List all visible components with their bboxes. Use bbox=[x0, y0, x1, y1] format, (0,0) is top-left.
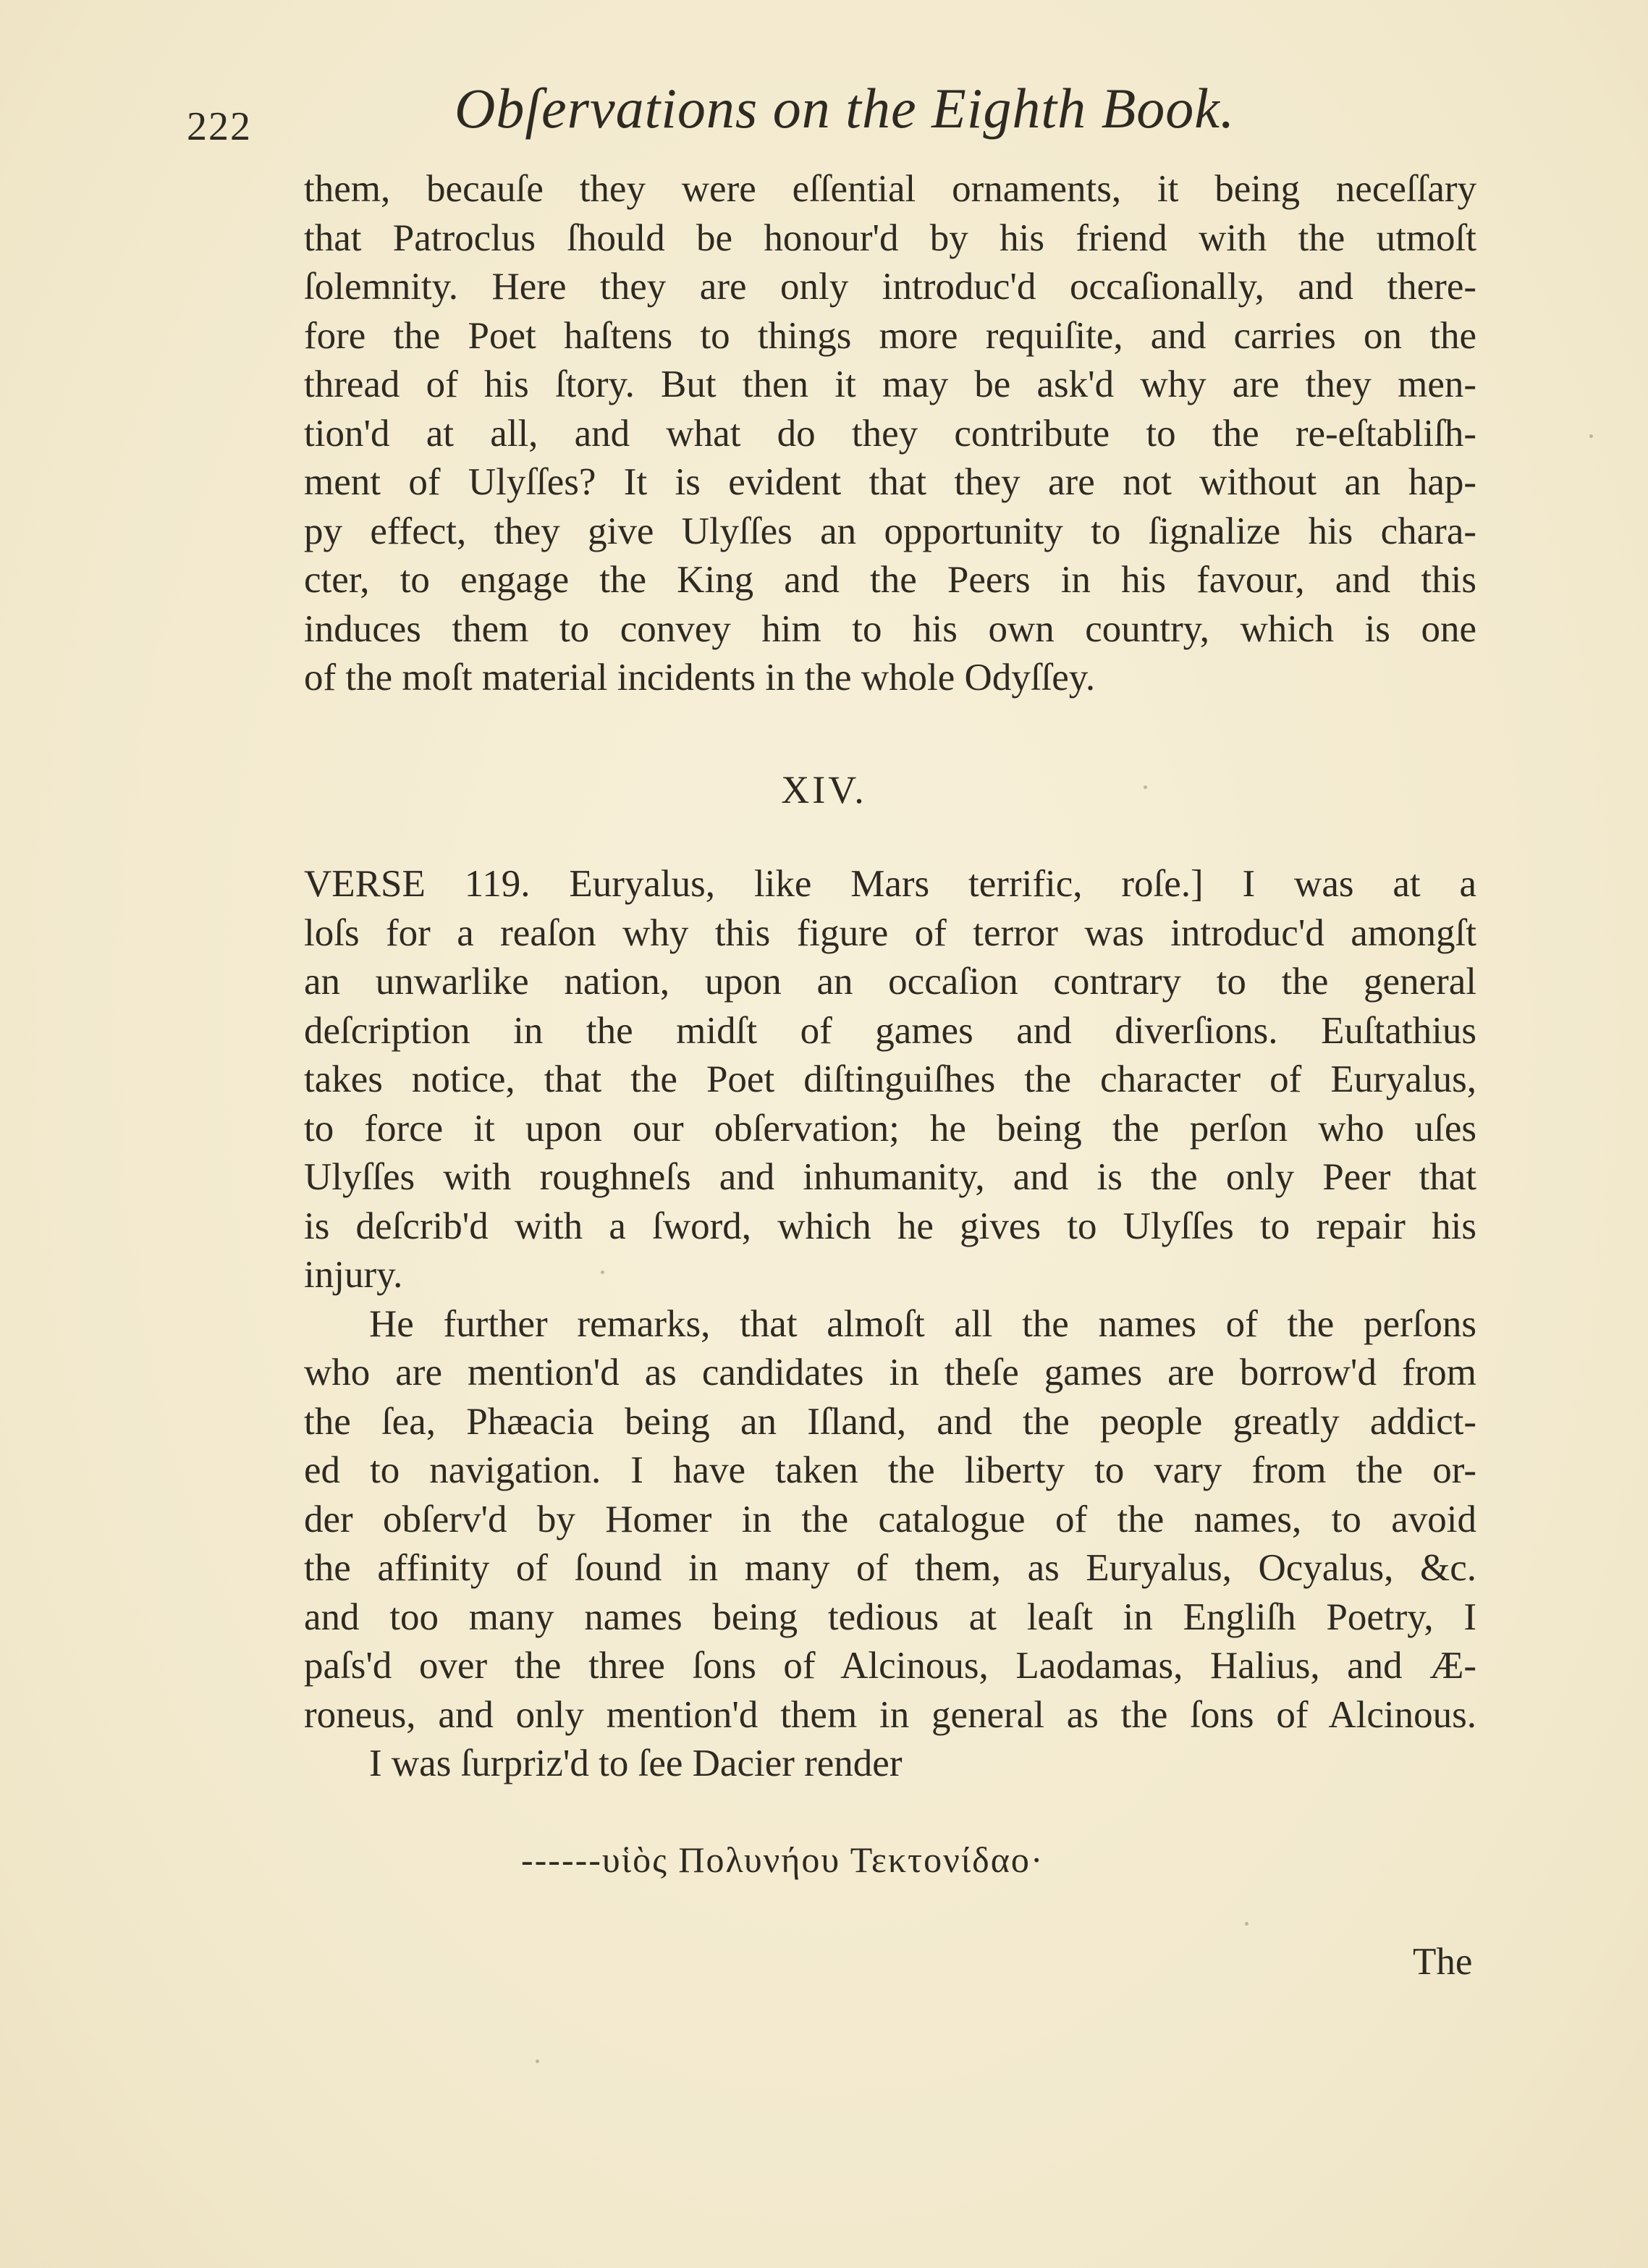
text-line: thread of his ſtory. But then it may be ask'd why are they men- bbox=[304, 363, 1476, 405]
text-line: VERSE 119. Euryalus, like Mars terrific, roſe.] I was at a bbox=[304, 863, 1476, 905]
text-line: that Patroclus ſhould be honour'd by his friend with the utmoſt bbox=[304, 216, 1476, 259]
text-line: the affinity of ſound in many of them, as Euryalus, Ocyalus, &c. bbox=[304, 1547, 1476, 1589]
text-line: them, becauſe they were eſſential ornaments, it being neceſſary bbox=[304, 168, 1476, 210]
text-line: loſs for a reaſon why this figure of terror was introduc'd amongſt bbox=[304, 911, 1476, 954]
note-body bbox=[304, 860, 1476, 1789]
text-line: is deſcrib'd with a ſword, which he gives to Ulyſſes to repair his bbox=[304, 1205, 1476, 1247]
text-line: the ſea, Phæacia being an Iſland, and the people greatly addict- bbox=[304, 1400, 1476, 1443]
text-line: deſcription in the midſt of games and diverſions. Euſtathius bbox=[304, 1009, 1476, 1052]
text-line: cter, to engage the King and the Peers in his favour, and this bbox=[304, 559, 1476, 601]
paper-speck bbox=[1589, 434, 1593, 438]
text-line: an unwarlike nation, upon an occaſion contrary to the general bbox=[304, 961, 1476, 1003]
paper-speck bbox=[1245, 1922, 1248, 1926]
page-number: 222 bbox=[187, 104, 252, 149]
text-line: of the moſt material incidents in the whole Odyſſey. bbox=[304, 657, 1096, 699]
text-line: induces them to convey him to his own country, which is one bbox=[304, 607, 1476, 650]
catchword: The bbox=[1413, 1941, 1473, 1983]
page-header bbox=[187, 69, 1475, 148]
text-line: Ulyſſes with roughneſs and inhumanity, and is the only Peer that bbox=[304, 1156, 1476, 1198]
paper-speck bbox=[601, 1270, 604, 1274]
text-line: takes notice, that the Poet diſtinguiſhes the character of Euryalus, bbox=[304, 1058, 1476, 1100]
running-title: Obſervations on the Eighth Book. bbox=[455, 77, 1235, 140]
text-line: py effect, they give Ulyſſes an opportunity to ſignalize his chara- bbox=[304, 510, 1476, 552]
text-line: ment of Ulyſſes? It is evident that they are not without an hap- bbox=[304, 461, 1476, 503]
section-heading: XIV. bbox=[781, 768, 867, 811]
text-line: fore the Poet haſtens to things more requiſite, and carries on the bbox=[304, 314, 1476, 357]
text-line: to force it upon our obſervation; he being the perſon who uſes bbox=[304, 1107, 1476, 1150]
text-line: der obſerv'd by Homer in the catalogue of the names, to avoid bbox=[304, 1498, 1476, 1540]
text-line: ed to navigation. I have taken the liberty to vary from the or- bbox=[304, 1449, 1476, 1491]
greek-quotation: ------υἱὸς Πολυνήου Τεκτονίδαο· bbox=[521, 1839, 1044, 1880]
paragraph-continued bbox=[304, 165, 1476, 703]
text-line: who are mention'd as candidates in theſe games are borrow'd from bbox=[304, 1352, 1476, 1394]
text-line: roneus, and only mention'd them in general as the ſons of Alcinous. bbox=[304, 1693, 1476, 1736]
text-line: ſolemnity. Here they are only introduc'd occaſionally, and there- bbox=[304, 266, 1476, 308]
text-line: He further remarks, that almoſt all the names of the perſons bbox=[369, 1302, 1476, 1345]
text-line: tion'd at all, and what do they contribute to the re-eſtabliſh- bbox=[304, 412, 1476, 455]
text-line: I was ſurpriz'd to ſee Dacier render bbox=[369, 1742, 903, 1784]
paper-speck bbox=[1144, 785, 1147, 789]
paper-speck bbox=[536, 2060, 539, 2063]
text-line: injury. bbox=[304, 1254, 403, 1296]
text-line: and too many names being tedious at leaſt in Engliſh Poetry, I bbox=[304, 1595, 1476, 1638]
text-line: paſs'd over the three ſons of Alcinous, Laodamas, Halius, and Æ- bbox=[304, 1645, 1476, 1687]
